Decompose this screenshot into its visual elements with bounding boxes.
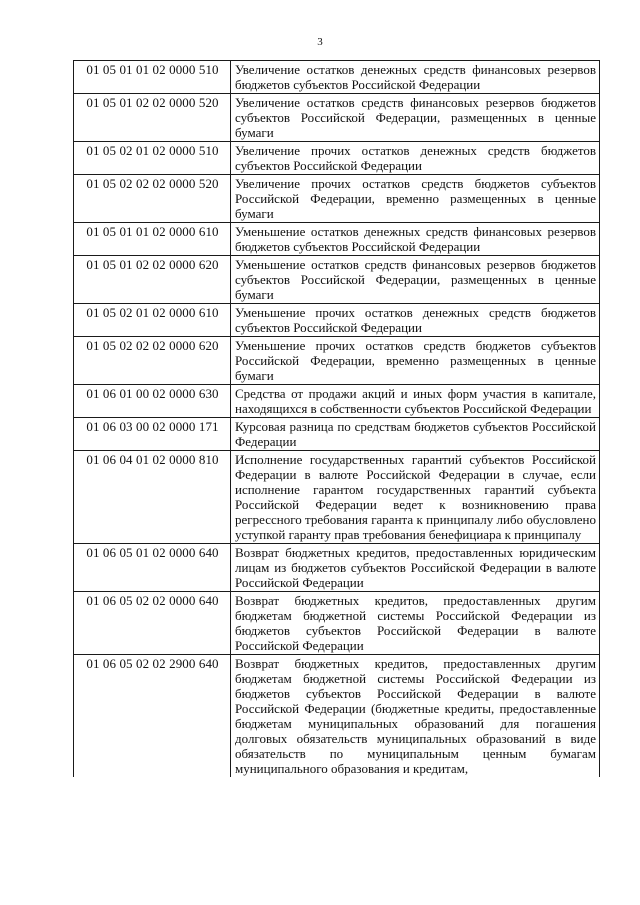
code-cell: 01 06 01 00 02 0000 630 bbox=[74, 385, 231, 418]
description-cell: Увеличение прочих остатков средств бюджетов субъектов Российской Федерации, временно размещенных в ценные бумаги bbox=[231, 175, 600, 223]
table-row bbox=[74, 385, 600, 418]
table-row bbox=[74, 544, 600, 592]
table-row bbox=[74, 451, 600, 544]
budget-classification-table bbox=[73, 60, 600, 777]
code-cell: 01 05 02 02 02 0000 520 bbox=[74, 175, 231, 223]
code-cell: 01 05 01 02 02 0000 620 bbox=[74, 256, 231, 304]
table-row bbox=[74, 655, 600, 778]
code-cell: 01 06 05 02 02 2900 640 bbox=[74, 655, 231, 778]
description-cell: Возврат бюджетных кредитов, предоставленных другим бюджетам бюджетной системы Российской Федерации из бюджетов субъектов Российской Федерации в валюте Российской Федерации bbox=[231, 592, 600, 655]
code-cell: 01 06 04 01 02 0000 810 bbox=[74, 451, 231, 544]
table-row bbox=[74, 61, 600, 94]
code-cell: 01 05 01 02 02 0000 520 bbox=[74, 94, 231, 142]
description-cell: Исполнение государственных гарантий субъектов Российской Федерации в валюте Российской Федерации в случае, если исполнение гарантом государственных гарантий субъекта Российской Федерации ведет к возникновению права регрессного требования гаранта к принципалу либо обусловлено уступкой гаранту прав требования бенефициара к принципалу bbox=[231, 451, 600, 544]
description-cell: Увеличение прочих остатков денежных средств бюджетов субъектов Российской Федерации bbox=[231, 142, 600, 175]
description-cell: Увеличение остатков средств финансовых резервов бюджетов субъектов Российской Федерации, размещенных в ценные бумаги bbox=[231, 94, 600, 142]
code-cell: 01 05 02 01 02 0000 510 bbox=[74, 142, 231, 175]
description-cell: Возврат бюджетных кредитов, предоставленных другим бюджетам бюджетной системы Российской Федерации из бюджетов субъектов Российской Федерации в валюте Российской Федерации (бюджетные кредиты, предоставленные бюджетам муниципальных образований для погашения долговых обязательств муниципальных образований в виде обязательств по муниципальным ценным бумагам муниципального образования и кредитам, bbox=[231, 655, 600, 778]
table-row bbox=[74, 337, 600, 385]
table-row bbox=[74, 592, 600, 655]
code-cell: 01 05 01 01 02 0000 510 bbox=[74, 61, 231, 94]
description-cell: Средства от продажи акций и иных форм участия в капитале, находящихся в собственности субъектов Российской Федерации bbox=[231, 385, 600, 418]
table-row bbox=[74, 223, 600, 256]
code-cell: 01 05 01 01 02 0000 610 bbox=[74, 223, 231, 256]
description-cell: Уменьшение остатков средств финансовых резервов бюджетов субъектов Российской Федерации, размещенных в ценные бумаги bbox=[231, 256, 600, 304]
description-cell: Курсовая разница по средствам бюджетов субъектов Российской Федерации bbox=[231, 418, 600, 451]
table-row bbox=[74, 175, 600, 223]
description-cell: Увеличение остатков денежных средств финансовых резервов бюджетов субъектов Российской Федерации bbox=[231, 61, 600, 94]
code-cell: 01 06 05 01 02 0000 640 bbox=[74, 544, 231, 592]
table-row bbox=[74, 256, 600, 304]
table-row bbox=[74, 418, 600, 451]
code-cell: 01 06 03 00 02 0000 171 bbox=[74, 418, 231, 451]
code-cell: 01 06 05 02 02 0000 640 bbox=[74, 592, 231, 655]
code-cell: 01 05 02 01 02 0000 610 bbox=[74, 304, 231, 337]
table-row bbox=[74, 304, 600, 337]
description-cell: Возврат бюджетных кредитов, предоставленных юридическим лицам из бюджетов субъектов Российской Федерации в валюте Российской Федерации bbox=[231, 544, 600, 592]
page-number: 3 bbox=[317, 36, 323, 48]
table-row bbox=[74, 142, 600, 175]
table-row bbox=[74, 94, 600, 142]
code-cell: 01 05 02 02 02 0000 620 bbox=[74, 337, 231, 385]
description-cell: Уменьшение прочих остатков средств бюджетов субъектов Российской Федерации, временно размещенных в ценные бумаги bbox=[231, 337, 600, 385]
description-cell: Уменьшение прочих остатков денежных средств бюджетов субъектов Российской Федерации bbox=[231, 304, 600, 337]
description-cell: Уменьшение остатков денежных средств финансовых резервов бюджетов субъектов Российской Федерации bbox=[231, 223, 600, 256]
